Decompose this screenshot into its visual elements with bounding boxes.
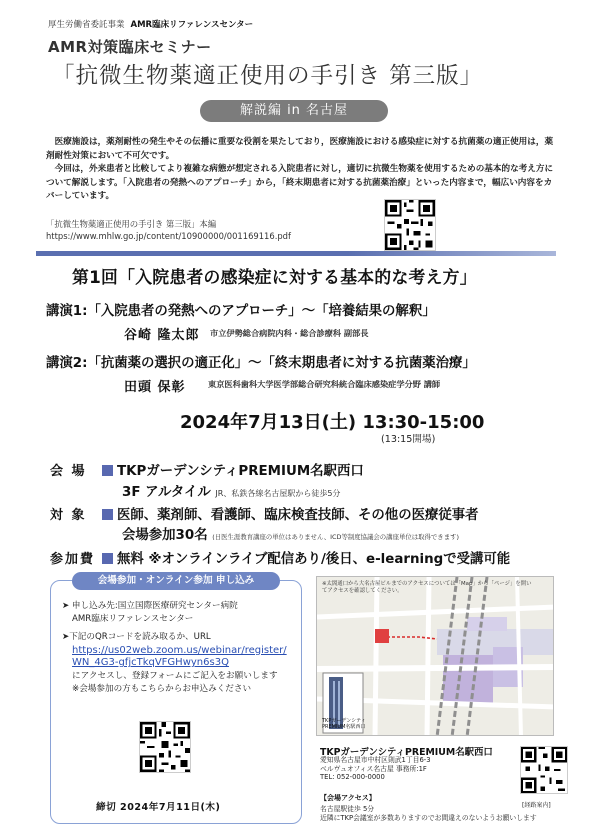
apply-line-1b: AMR臨床リファレンスセンター	[72, 614, 194, 625]
venue-line-1: TKPガーデンシティPREMIUM名駅西口	[117, 464, 364, 479]
fee-line: 無料 ※オンラインライブ配信あり/後日、e-learningで受講可能	[117, 552, 511, 567]
access-line-2: 近隣にTKP会議室が多数ありますのでお間違えのないようお願いします	[320, 813, 537, 822]
map-venue-name: TKPガーデンシティPREMIUM名駅西口	[320, 747, 493, 758]
fee-label: 参加費	[50, 552, 96, 567]
intro-text	[46, 136, 554, 204]
access-line-1: 名古屋駅徒歩 5分	[320, 805, 375, 813]
lecture-1-title: 講演1:「入院患者の発熱へのアプローチ」〜「培養結果の解釈」	[46, 304, 436, 319]
route-guide-label: [経路案内]	[522, 802, 551, 809]
map-note: ※太閤通口から大名古屋ビルまでのアクセスについては「Map」から「ページ」を開いてアクセスを確認してください。	[322, 581, 532, 594]
venue-note: JR、私鉄各線名古屋駅から徒歩5分	[215, 489, 341, 498]
venue-map[interactable]	[316, 576, 554, 736]
seminar-name: AMR対策臨床セミナー	[48, 38, 212, 56]
open-time: (13:15開場)	[381, 434, 436, 445]
venue-room	[122, 481, 340, 500]
target-note: (日医生涯教育講座の単位はありません、ICD等制度協議会の講座単位は取得できます)	[212, 533, 459, 541]
bullet-square-icon	[102, 465, 113, 476]
apply-line-2: ➤下記のQRコードを読み取るか、URL	[62, 632, 211, 643]
tel: TEL: 052-000-0000	[320, 773, 385, 782]
venue-label: 会 場	[50, 464, 87, 479]
speaker-1-name: 谷崎 隆太郎	[124, 328, 200, 343]
sponsor-line	[48, 18, 253, 30]
section-divider	[36, 251, 556, 256]
apply-heading: 会場参加・オンライン参加 申し込み	[72, 572, 280, 590]
deadline: 締切 2024年7月11日(木)	[96, 802, 221, 813]
venue-name	[102, 460, 364, 479]
speaker-2-name: 田頭 保彰	[124, 380, 186, 395]
fee-info	[102, 548, 510, 567]
apply-line-4: ※会場参加の方もこちらからお申込みください	[72, 684, 252, 694]
registration-link[interactable]: https://us02web.zoom.us/webinar/register/WN_4G3-gfjcTkqVFGHwyn6s3Q	[72, 644, 287, 669]
target-label: 対 象	[50, 508, 87, 523]
access-heading: 【会場アクセス】	[320, 794, 376, 802]
target-line-2: 会場参加30名	[122, 528, 208, 543]
bullet-square-icon	[102, 509, 113, 520]
map-qr-code[interactable]	[520, 746, 568, 794]
intro-paragraph-1: 医療施設は，薬剤耐性の発生やその伝播に重要な役割を果たしており，医療施設における感染症に対する抗菌薬の適正使用は，薬剤耐性対策において不可欠です。	[46, 137, 554, 161]
registration-qr-code[interactable]	[139, 721, 191, 773]
apply-line-1: ➤ 申し込み先:国立国際医療研究センター病院	[62, 601, 238, 611]
session-title: 第1回「入院患者の感染症に対する基本的な考え方」	[72, 267, 477, 287]
apply-line-3: にアクセスし、登録フォームにご記入をお願いします	[72, 670, 278, 681]
lecture-2-title: 講演2:「抗菌薬の選択の適正化」〜「終末期患者に対する抗菌薬治療」	[46, 356, 476, 371]
sponsor-text: 厚生労働省委託事業	[48, 20, 125, 30]
address-line-2: ベルヴュオフィス名古屋 事務所:1F	[320, 764, 427, 773]
intro-paragraph-2: 今回は，外来患者と比較してより複雑な病態が想定される入院患者に対し，適切に抗微生物薬を使用するための基本的な考え方について解説します。「入院患者の発熱へのアプローチ」から，「終末期患者に対する抗菌薬治療」といった内容まで，幅広い内容をカバーしています。	[46, 164, 554, 202]
reference-qr-code[interactable]	[384, 199, 436, 251]
event-date-time: 2024年7月13日(土) 13:30-15:00	[180, 412, 485, 433]
bullet-square-icon	[102, 553, 113, 564]
page-title: 「抗微生物薬適正使用の手引き 第三版」	[52, 63, 484, 89]
reference-url[interactable]: https://www.mhlw.go.jp/content/10900000/001169116.pdf	[46, 231, 291, 241]
reference-name: 「抗微生物薬適正使用の手引き 第三版」本編	[46, 219, 217, 229]
map-building-label: TKPガーデンシティ PREMIUM名駅西口	[322, 718, 366, 730]
target-audience	[102, 504, 479, 523]
target-line-1: 医師、薬剤師、看護師、臨床検査技師、その他の医療従事者	[117, 508, 479, 523]
venue-address	[320, 756, 510, 782]
target-capacity	[122, 524, 459, 543]
address-line-1: 愛知県名古屋市中村区則武1丁目6-3	[320, 756, 431, 764]
center-name: AMR臨床リファレンスセンター	[130, 20, 254, 30]
subtitle-badge: 解説編 in 名古屋	[200, 100, 388, 122]
speaker-1-affiliation: 市立伊勢総合病院内科・総合診療科 副部長	[210, 328, 369, 338]
venue-line-2: 3F アルタイル	[122, 485, 211, 500]
speaker-2-affiliation: 東京医科歯科大学医学部総合研究科統合臨床感染症学分野 講師	[208, 379, 441, 389]
apply-text	[62, 600, 294, 696]
